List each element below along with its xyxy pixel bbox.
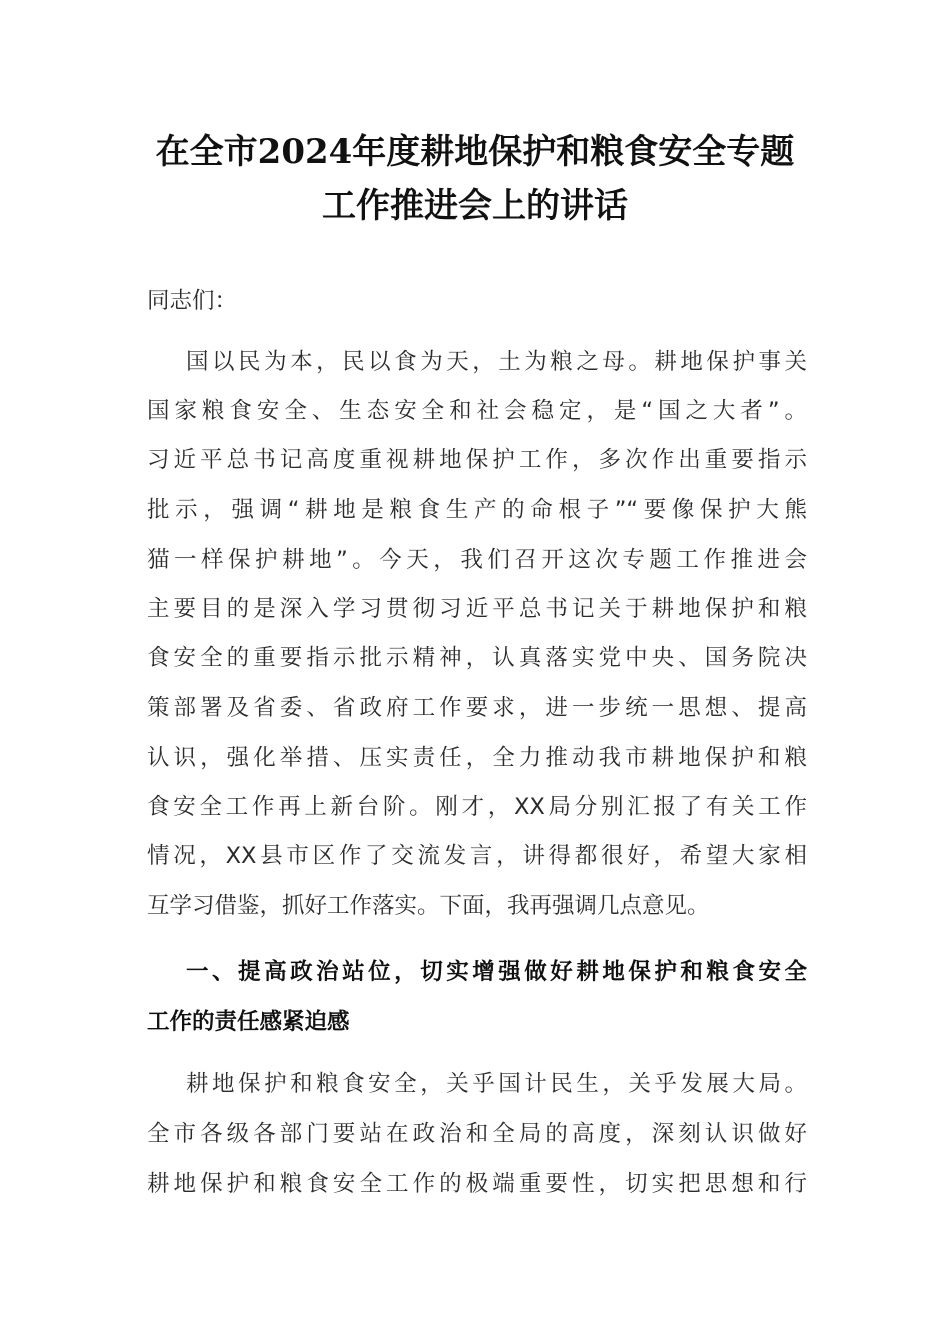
greeting: 同志们： — [147, 288, 238, 314]
paragraph-1-line: 主要目的是深入学习贯彻习近平总书记关于耕地保护和粮 — [147, 596, 807, 622]
paragraph-1-line: 食安全工作再上新台阶。刚才，XX局分别汇报了有关工作 — [147, 794, 807, 820]
paragraph-1-line: 国以民为本，民以食为天，土为粮之母。耕地保护事关 — [186, 349, 807, 375]
paragraph-2-line: 耕地保护和粮食安全工作的极端重要性，切实把思想和行 — [147, 1171, 807, 1197]
paragraph-1-line: 习近平总书记高度重视耕地保护工作，多次作出重要指示 — [147, 447, 807, 473]
document-title-line-1: 在全市2024年度耕地保护和粮食安全专题 — [155, 132, 795, 172]
paragraph-2-line: 耕地保护和粮食安全，关乎国计民生，关乎发展大局。 — [186, 1071, 807, 1097]
paragraph-1-line: 认识，强化举措、压实责任，全力推动我市耕地保护和粮 — [147, 745, 807, 771]
paragraph-1-line: 猫一样保护耕地”。今天，我们召开这次专题工作推进会 — [147, 547, 807, 573]
section-heading-1-line: 一、提高政治站位，切实增强做好耕地保护和粮食安全 — [186, 959, 807, 985]
paragraph-2-line: 全市各级各部门要站在政治和全局的高度，深刻认识做好 — [147, 1121, 807, 1147]
paragraph-1-line: 批示，强调“耕地是粮食生产的命根子”“要像保护大熊 — [147, 497, 807, 523]
section-heading-1-line: 工作的责任感紧迫感 — [147, 1009, 350, 1035]
paragraph-1-line: 食安全的重要指示批示精神，认真落实党中央、国务院决 — [147, 645, 807, 671]
paragraph-1-line: 国家粮食安全、生态安全和社会稳定，是“国之大者”。 — [147, 398, 807, 424]
paragraph-1-line: 情况，XX县市区作了交流发言，讲得都很好，希望大家相 — [147, 843, 807, 869]
paragraph-1-line: 策部署及省委、省政府工作要求，进一步统一思想、提高 — [147, 695, 807, 721]
paragraph-1-line: 互学习借鉴，抓好工作落实。下面，我再强调几点意见。 — [147, 893, 710, 919]
document-title-line-2: 工作推进会上的讲话 — [322, 186, 628, 226]
